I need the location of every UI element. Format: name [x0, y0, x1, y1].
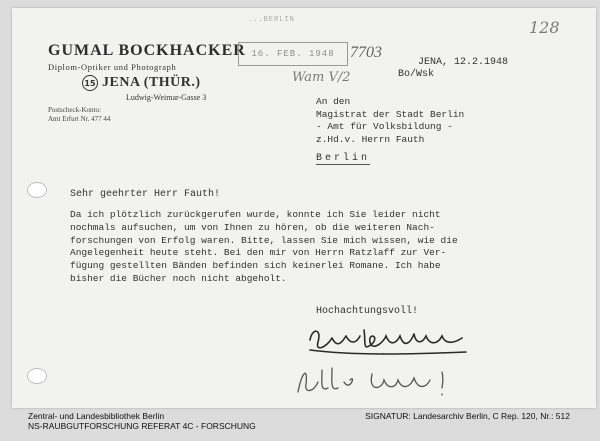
recipient-city: Berlin	[316, 153, 371, 164]
bank-account-label: Postscheck-Konto:	[48, 106, 101, 114]
recipient-address	[316, 96, 464, 146]
closing: Hochachtungsvoll!	[316, 306, 419, 317]
address-line: z.Hd.v. Herrn Fauth	[316, 133, 425, 145]
received-stamp: 16. FEB. 1948	[238, 42, 348, 66]
footer-signature: SIGNATUR: Landesarchiv Berlin, C Rep. 120, Nr.: 512	[365, 411, 570, 421]
salutation: Sehr geehrter Herr Fauth!	[70, 189, 221, 200]
pencil-annotation: Wam V/2	[292, 70, 351, 85]
postcode-circle: 15	[82, 75, 98, 91]
body-line: Da ich plötzlich zurückgerufen wurde, konnte ich Sie leider nicht	[70, 209, 441, 220]
address-line: - Amt für Volksbildung -	[316, 121, 453, 133]
footer-department: NS-RAUBGUTFORSCHUNG REFERAT 4C - FORSCHUNG	[28, 421, 256, 431]
stamp-header-text: ...BERLIN	[248, 16, 295, 24]
body-line: bisher die Bücher noch nicht abgeholt.	[70, 272, 287, 284]
footer-left	[28, 411, 256, 431]
punch-hole-bottom	[27, 368, 47, 384]
bank-account-number: Amt Erfurt Nr. 477 44	[48, 115, 111, 123]
city-name: JENA (THÜR.)	[102, 75, 201, 90]
reference-code: Bo/Wsk	[398, 69, 435, 80]
body-line: forschungen von Erfolg waren. Bitte, lassen Sie mich wissen, wie die	[70, 234, 458, 246]
body-line: Angelegenheit heute steht. Bei den mir von Herrn Ratzlaff zur Ver-	[70, 247, 447, 259]
address-line: An den	[316, 96, 351, 107]
company-subtitle: Diplom-Optiker und Photograph	[48, 62, 177, 72]
punch-hole-top	[27, 182, 47, 198]
address-line: Magistrat der Stadt Berlin	[316, 108, 465, 120]
footer-library: Zentral- und Landesbibliothek Berlin	[28, 411, 165, 421]
handwritten-note	[292, 362, 492, 400]
place-and-date: JENA, 12.2.1948	[418, 57, 509, 68]
handwritten-signature	[306, 322, 476, 362]
city-line	[82, 75, 246, 91]
body-line: nochmals aufsuchen, um von Ihnen zu hören, ob die weiteren Nach-	[70, 221, 435, 233]
bank-account	[48, 106, 110, 124]
body-line: fügung gestellten Bänden befinden sich keinerlei Romane. Ich habe	[70, 260, 441, 272]
date-block	[398, 57, 508, 81]
letterhead	[48, 42, 246, 102]
page-number: 128	[529, 18, 560, 37]
street-address: Ludwig-Weimar-Gasse 3	[126, 93, 207, 102]
stamp-reference-number: 7703	[350, 44, 382, 61]
letter-body	[70, 209, 550, 286]
company-name: GUMAL BOCKHACKER	[48, 42, 246, 59]
